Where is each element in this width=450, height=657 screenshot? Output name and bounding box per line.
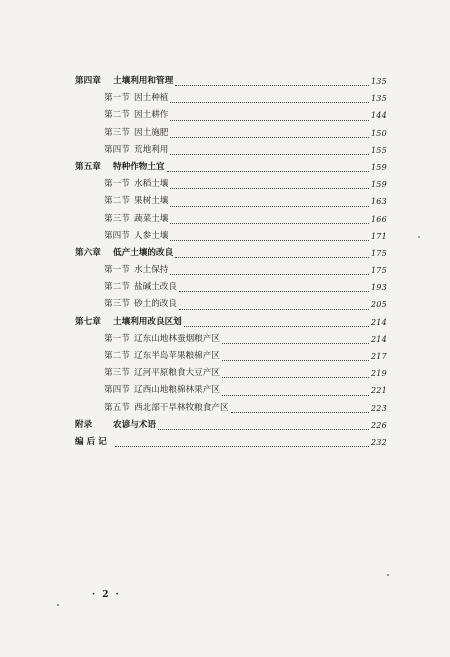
toc-entry-title: 盐碱土改良 [134, 282, 177, 293]
toc-entry-number: 第三节 [104, 213, 130, 224]
toc-page-number: 193 [371, 283, 387, 293]
toc-page-number: 163 [371, 197, 387, 207]
dot-leader [158, 412, 369, 430]
toc-page-number: 232 [371, 437, 387, 447]
toc-entry-label [104, 176, 168, 193]
toc-entry-title: 因土耕作 [134, 110, 169, 121]
dot-leader [170, 102, 369, 120]
dot-leader [167, 154, 369, 172]
toc-entry-number: 第三节 [104, 299, 130, 310]
toc-entry-title: 荒地利用 [134, 144, 169, 155]
toc-entry-number: 第二节 [104, 282, 130, 293]
toc-entry-number: 第一节 [104, 333, 130, 344]
toc-entry-title: 果树土壤 [134, 196, 169, 207]
dot-leader [170, 206, 369, 224]
toc-page-number: 175 [371, 248, 387, 258]
toc-entry-title: 因土种植 [134, 93, 169, 104]
toc-entry-title: 辽河平原粮食大豆产区 [134, 368, 220, 379]
toc-page-number: 214 [371, 317, 387, 327]
toc-page-number: 155 [371, 145, 387, 155]
toc-entry-title: 辽西山地粮棉林果产区 [134, 385, 220, 396]
toc-entry-title: 辽东半岛苹果粮棉产区 [134, 351, 220, 361]
toc-entry-number: 第三节 [104, 127, 130, 138]
toc-entry-title: 因土施肥 [134, 127, 169, 138]
toc-entry-number: 第五章 [75, 161, 101, 172]
toc-entry-number: 第四节 [104, 230, 130, 241]
toc-entry-label [75, 314, 182, 331]
toc-page-number: 135 [371, 77, 387, 86]
dot-leader [222, 377, 369, 395]
dot-leader [170, 188, 369, 206]
dot-leader [222, 343, 369, 361]
toc-page-number: 223 [371, 403, 387, 413]
toc-entry-label [104, 262, 168, 279]
dot-leader [222, 326, 369, 344]
toc-entry-label [75, 434, 113, 451]
toc-entry-label [104, 142, 168, 159]
scan-speck [57, 604, 59, 606]
toc-entry-title: 土壤利用和管理 [113, 76, 174, 86]
toc-entry-number: 第二节 [104, 110, 130, 121]
dot-leader [170, 85, 369, 103]
toc-page-number: 219 [371, 369, 387, 379]
toc-entry-label [104, 331, 220, 348]
toc-entry-title: 砂土的改良 [134, 299, 177, 310]
toc-entry-label [104, 365, 220, 382]
toc-entry-label [104, 107, 168, 124]
toc-page-number: 175 [371, 266, 387, 276]
dot-leader [170, 257, 369, 275]
toc-entry-number: 第一节 [104, 265, 130, 276]
dot-leader [175, 68, 369, 86]
toc-entry-label [75, 73, 173, 90]
toc-entry-title: 蔬菜土壤 [134, 213, 169, 224]
dot-leader [170, 171, 369, 189]
toc-entry-number: 第一节 [104, 93, 130, 104]
dot-leader [170, 137, 369, 155]
toc-page-number: 217 [371, 352, 387, 361]
dot-leader [179, 291, 369, 309]
toc-entry-label [75, 159, 165, 176]
toc-entry-number: 第二节 [104, 196, 130, 207]
toc-page-number: 226 [371, 420, 387, 430]
toc-page-number: 205 [371, 300, 387, 310]
toc-entry-title: 农谚与术语 [113, 419, 156, 430]
toc-entry-number: 第三节 [104, 368, 130, 379]
toc-entry-label [75, 245, 173, 262]
toc-entry-number: 附录 [75, 419, 93, 430]
table-of-contents [0, 73, 450, 451]
toc-entry-label [104, 279, 177, 296]
dot-leader [170, 120, 369, 138]
toc-entry-label [104, 90, 168, 107]
toc-page-number: 166 [371, 214, 387, 224]
dot-leader [222, 360, 369, 378]
toc-entry-number: 第四节 [104, 144, 130, 155]
toc-entry-number: 第六章 [75, 247, 101, 258]
toc-entry-number: 编 后 记 [75, 436, 107, 447]
scan-speck [418, 236, 420, 238]
toc-entry-title: 水稻土壤 [134, 179, 169, 190]
toc-entry-label [104, 211, 168, 228]
toc-page-number: 159 [371, 162, 387, 172]
toc-page-number: 144 [371, 111, 387, 121]
toc-page-number: 171 [371, 231, 387, 241]
scan-speck [387, 574, 389, 576]
toc-section-row [0, 382, 450, 399]
dot-leader [231, 395, 369, 413]
toc-entry-title: 人参土壤 [134, 230, 169, 241]
toc-entry-label [104, 296, 177, 313]
dot-leader [175, 240, 369, 258]
toc-entry-label [104, 348, 220, 365]
toc-page-number: 135 [371, 94, 387, 104]
toc-entry-title: 西北部干旱林牧粮食产区 [134, 402, 229, 413]
toc-entry-number: 第一节 [104, 179, 130, 190]
toc-chapter-row [0, 434, 450, 451]
toc-entry-title: 辽东山地林蚕烟粮产区 [134, 333, 220, 344]
toc-page-number: 214 [371, 334, 387, 344]
dot-leader [115, 429, 369, 447]
toc-entry-title: 水土保持 [134, 265, 169, 276]
toc-entry-number: 第四章 [75, 76, 101, 86]
toc-entry-number: 第二节 [104, 351, 130, 361]
toc-entry-title: 低产土壤的改良 [113, 247, 174, 258]
toc-page-number: 221 [371, 386, 387, 396]
toc-entry-number: 第五节 [104, 402, 130, 413]
page-number: · 2 · [92, 590, 121, 600]
dot-leader [170, 223, 369, 241]
toc-page-number: 159 [371, 180, 387, 190]
dot-leader [179, 274, 369, 292]
toc-entry-label [104, 228, 168, 245]
toc-entry-number: 第四节 [104, 385, 130, 396]
toc-entry-title: 特种作物土宜 [113, 161, 165, 172]
toc-page-number: 150 [371, 128, 387, 138]
toc-entry-label [104, 125, 168, 142]
dot-leader [184, 309, 369, 327]
toc-entry-label [104, 193, 168, 210]
toc-entry-title: 土壤利用改良区划 [113, 316, 182, 327]
toc-entry-number: 第七章 [75, 316, 101, 327]
toc-entry-label [104, 382, 220, 399]
